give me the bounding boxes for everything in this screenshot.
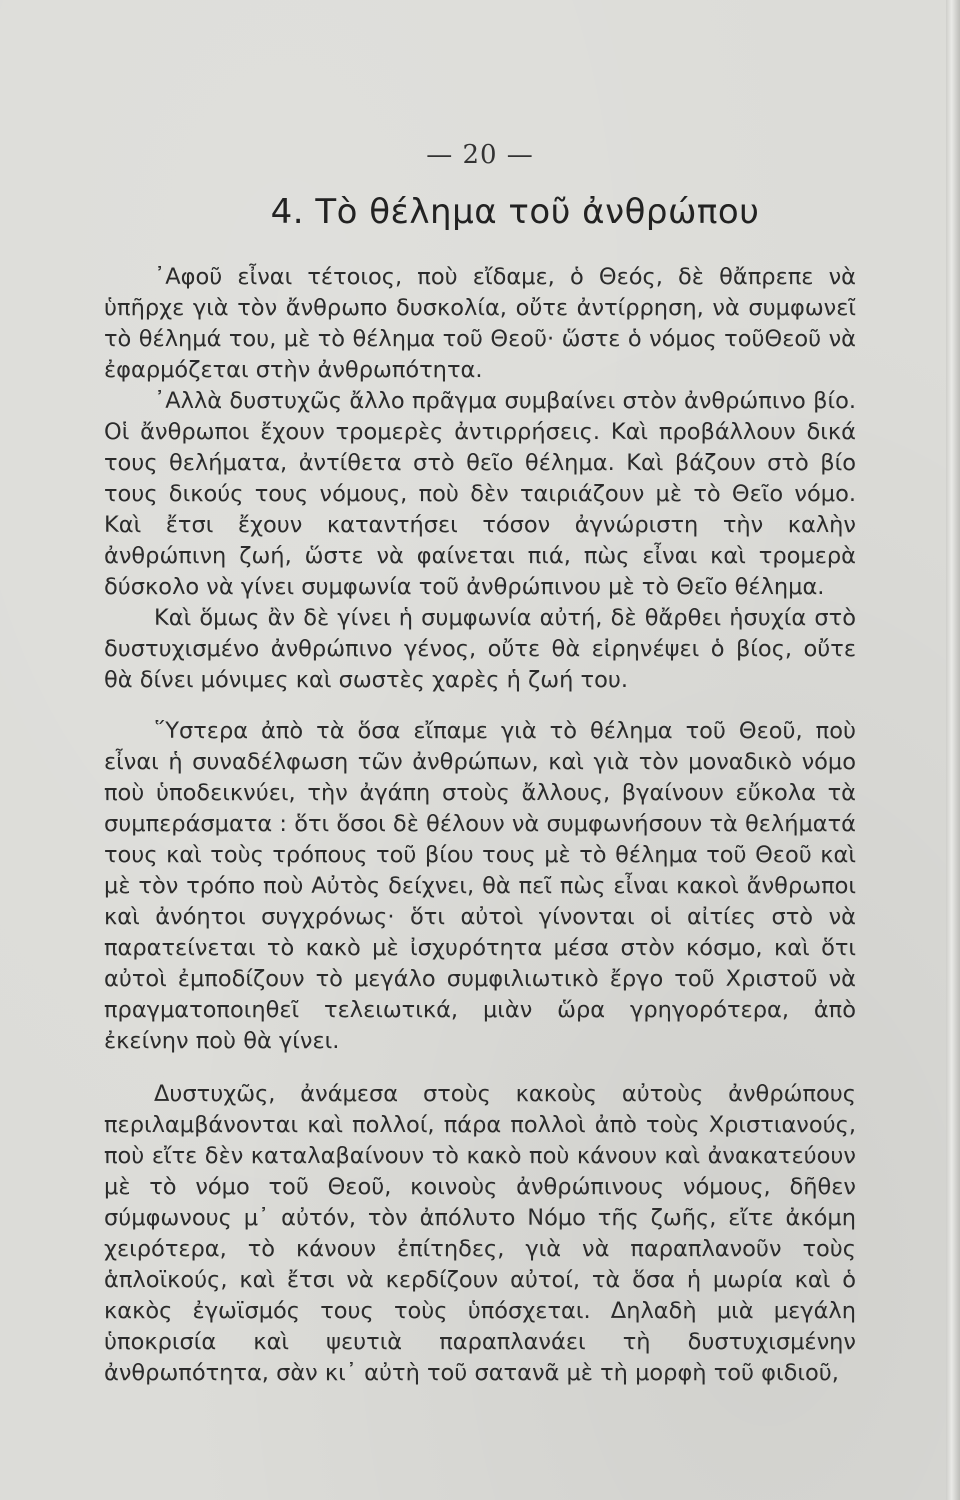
- paragraph-5: Δυστυχῶς, ἀνάμεσα στοὺς κακοὺς αὐτοὺς ἀνθρώπους περιλαμβάνονται καὶ πολλοί, πάρα πολλοὶ ἀπὸ τοὺς Χριστιανούς, ποὺ εἴτε δὲν καταλαβαίνουν τὸ κακὸ ποὺ κάνουν καὶ ἀνακατεύουν μὲ τὸ νόμο τοῦ Θεοῦ, κοινοὺς ἀνθρώπινους νόμους, δῆθεν σύμφωνους μ᾿ αὐτόν, τὸν ἀπόλυτο Νόμο τῆς ζωῆς, εἴτε ἀκόμη χειρότερα, τὸ κάνουν ἐπίτηδες, γιὰ νὰ παραπλανοῦν τοὺς ἁπλοϊκούς, καὶ ἔτσι νὰ κερδίζουν αὐτοί, τὰ ὅσα ἡ μωρία καὶ ὁ κακὸς ἐγωϊσμός τους τοὺς ὑπόσχεται. Δηλαδὴ μιὰ μεγάλη ὑποκρισία καὶ ψευτιὰ παραπλανάει τὴ δυστυχισμένην ἀνθρωπότητα, σὰν κι᾿ αὐτὴ τοῦ σατανᾶ μὲ τὴ μορφὴ τοῦ φιδιοῦ,: [104, 1081, 856, 1386]
- chapter-title: 4. Τὸ θέλημα τοῦ ἀνθρώπου: [270, 192, 760, 232]
- page-number: — 20 —: [426, 140, 534, 170]
- paragraph-3: Καὶ ὅμως ἂν δὲ γίνει ἡ συμφωνία αὐτή, δὲ θἄρθει ἡσυχία στὸ δυστυχισμένο ἀνθρώπινο γένος, οὔτε θὰ εἰρηνέψει ὁ βίος, οὔτε θὰ δίνει μόνιμες καὶ σωστὲς χαρὲς ἡ ζωή του.: [104, 605, 856, 693]
- paragraph-1: ᾿Αφοῦ εἶναι τέτοιος, ποὺ εἴδαμε, ὁ Θεός, δὲ θἄπρεπε νὰ ὑπῆρχε γιὰ τὸν ἄνθρωπο δυσκολία, οὔτε ἀντίρρηση, νὰ συμφωνεῖ τὸ θέλημά του, μὲ τὸ θέλημα τοῦ Θεοῦ· ὥστε ὁ νόμος τοῦΘεοῦ νὰ ἐφαρμόζεται στὴν ἀνθρωπότητα.: [104, 264, 856, 383]
- paragraph-4: ῞Υστερα ἀπὸ τὰ ὅσα εἴπαμε γιὰ τὸ θέλημα τοῦ Θεοῦ, ποὺ εἶναι ἡ συναδέλφωση τῶν ἀνθρώπων, καὶ γιὰ τὸν μοναδικὸ νόμο ποὺ ὑποδεικνύει, τὴν ἀγάπη στοὺς ἄλλους, βγαίνουν εὔκολα τὰ συμπεράσματα : ὅτι ὅσοι δὲ θέλουν νὰ συμφωνήσουν τὰ θελήματά τους καὶ τοὺς τρόπους τοῦ βίου τους μὲ τὸ θέλημα τοῦ Θεοῦ καὶ μὲ τὸν τρόπο ποὺ Αὐτὸς δείχνει, θὰ πεῖ πὼς εἶναι κακοὶ ἄνθρωποι καὶ ἀνόητοι συγχρόνως· ὅτι αὐτοὶ γίνονται οἱ αἰτίες στὸ νὰ παρατείνεται τὸ κακὸ μὲ ἰσχυρότητα μέσα στὸν κόσμο, καὶ ὅτι αὐτοὶ ἐμποδίζουν τὸ μεγάλο συμφιλιωτικὸ ἔργο τοῦ Χριστοῦ νὰ πραγματοποιηθεῖ τελειωτικά, μιὰν ὥρα γρηγορότερα, ἀπὸ ἐκείνην ποὺ θὰ γίνει.: [104, 718, 856, 1054]
- paragraph-2: ᾿Αλλὰ δυστυχῶς ἄλλο πρᾶγμα συμβαίνει στὸν ἀνθρώπινο βίο. Οἱ ἄνθρωποι ἔχουν τρομερὲς ἀντιρρήσεις. Καὶ προβάλλουν δικά τους θελήματα, ἀντίθετα στὸ θεῖο θέλημα. Καὶ βάζουν στὸ βίο τους δικούς τους νόμους, ποὺ δὲν ταιριάζουν μὲ τὸ Θεῖο νόμο. Καὶ ἔτσι ἔχουν καταντήσει τόσον ἀγνώριστη τὴν καλὴν ἀνθρώπινη ζωή, ὥστε νὰ φαίνεται πιά, πὼς εἶναι καὶ τρομερὰ δύσκολο νὰ γίνει συμφωνία τοῦ ἀνθρώπινου μὲ τὸ Θεῖο θέλημα.: [104, 388, 856, 600]
- body-text: [104, 262, 856, 1389]
